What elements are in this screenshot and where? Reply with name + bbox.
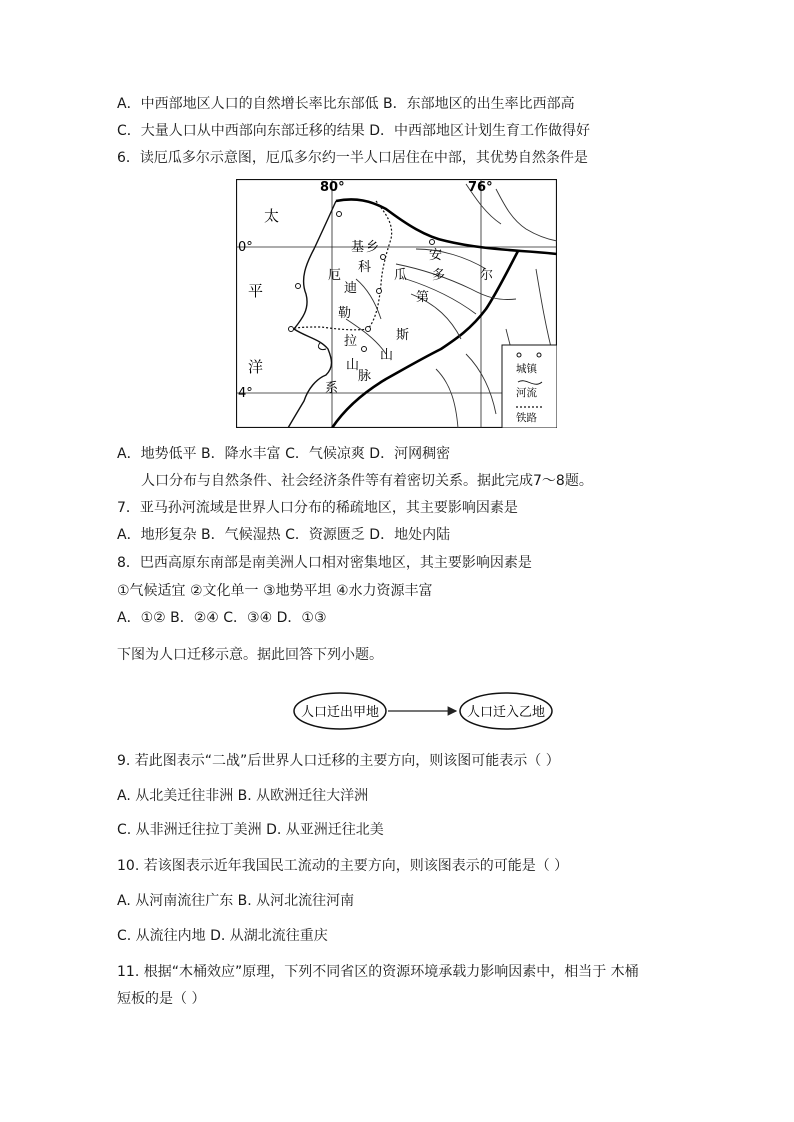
lat-4-label: 4° [238,386,253,401]
q11-stem-line2: 短板的是（ ） [117,991,206,1007]
q5-options-cd: C．大量人口从中西部向东部迁移的结果 D．中西部地区计划生育工作做得好 [117,123,591,139]
andes-char-3: 勒 [338,306,352,321]
q7-stem: 7．亚马孙河流域是世界人口分布的稀疏地区，其主要影响因素是 [117,500,518,516]
ocean-char-2: 平 [248,282,264,300]
flow-from-label: 人口迁出甲地 [300,705,380,720]
andes2-char-1: 安 [429,248,443,263]
andes2-char-3: 斯 [396,328,410,343]
q11-stem-line1: 11. 根据“木桶效应”原理，下列不同省区的资源环境承载力影响因素中，相当于 木桶 [117,964,639,980]
andes-char-1: 科 [358,260,372,275]
q9-options-cd: C. 从非洲迁往拉丁美洲 D. 从亚洲迁往北美 [117,822,384,838]
andes-char-2: 迪 [344,281,358,296]
q10-stem: 10. 若该图表示近年我国民工流动的主要方向，则该图表示的可能是（ ） [117,858,569,874]
q6-options: A．地势低平 B．降水丰富 C．气候凉爽 D．河网稠密 [117,446,451,462]
andes-char-5: 山 [346,358,360,373]
migration-diagram [292,690,554,732]
legend-town-label: 城镇 [516,363,537,375]
andes2-char-5: 脉 [358,369,372,384]
lat-0-label: 0° [238,240,253,255]
legend-railway-label: 铁路 [516,412,537,424]
andes-char-6: 系 [325,381,339,396]
q8-options: A．①② B．②④ C．③④ D．①③ [117,610,327,626]
q8-stem: 8．巴西高原东南部是南美洲人口相对密集地区，其主要影响因素是 [117,555,532,571]
q10-options-ab: A. 从河南流往广东 B. 从河北流往河南 [117,893,355,909]
q5-options-ab: A．中西部地区人口的自然增长率比东部低 B．东部地区的出生率比西部高 [117,96,575,112]
flow-to-label: 人口迁入乙地 [466,705,546,720]
country-char-1: 厄 [328,268,342,283]
country-char-4: 尔 [480,268,494,283]
andes-char-4: 拉 [344,334,358,349]
country-char-2: 瓜 [394,268,408,283]
q9-stem: 9. 若此图表示“二战”后世界人口迁移的主要方向，则该图可能表示（ ） [117,753,560,769]
intro-migration: 下图为人口迁移示意。据此回答下列小题。 [117,647,383,663]
q10-options-cd: C. 从流往内地 D. 从湖北流往重庆 [117,928,328,944]
quito-char-1: 基 [351,240,365,255]
intro-7-8: 人口分布与自然条件、社会经济条件等有着密切关系。据此完成7～8题。 [141,473,593,489]
ecuador-map [236,179,557,428]
country-char-3: 多 [432,268,446,283]
legend-river-label: 河流 [516,387,537,399]
ocean-char-3: 洋 [248,358,264,376]
q9-options-ab: A. 从北美迁往非洲 B. 从欧洲迁往大洋洲 [117,788,369,804]
q6-stem: 6．读厄瓜多尔示意图，厄瓜多尔约一半人口居住在中部，其优势自然条件是 [117,150,588,166]
lon-76-label: 76° [468,180,493,195]
quito-char-2: 乡 [366,240,380,255]
ocean-char-1: 太 [264,207,280,225]
q7-options: A．地形复杂 B．气候湿热 C．资源匮乏 D．地处内陆 [117,527,451,543]
andes2-char-4: 山 [380,348,394,363]
q8-choices: ①气候适宜 ②文化单一 ③地势平坦 ④水力资源丰富 [117,583,433,599]
lon-80-label: 80° [320,180,345,195]
andes2-char-2: 第 [416,290,430,305]
